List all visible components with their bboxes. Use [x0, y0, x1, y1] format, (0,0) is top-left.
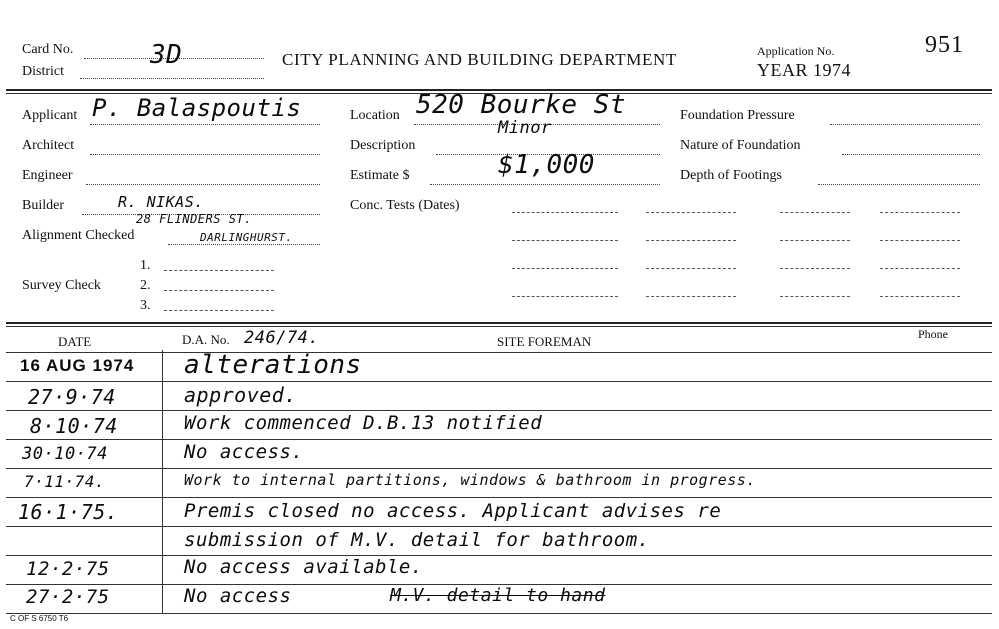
log-row-line: [6, 497, 992, 498]
conc-line-4b: [646, 296, 736, 297]
district-line: [80, 78, 264, 79]
log-row-line: [6, 468, 992, 469]
conc-line-2b: [646, 240, 736, 241]
entry-text: submission of M.V. detail for bathroom.: [184, 529, 650, 551]
entry-text: No access: [184, 585, 292, 607]
entry-date: 27·9·74: [28, 385, 116, 409]
builder-address-1: 28 FLINDERS ST.: [136, 212, 252, 226]
estimate-line: [430, 184, 660, 185]
conc-line-4d: [880, 296, 960, 297]
applicant-value: P. Balaspoutis: [92, 94, 302, 122]
alignment-line: [168, 244, 320, 245]
entry-text: No access.: [184, 441, 304, 463]
entry-text: Work commenced D.B.13 notified: [184, 412, 543, 434]
builder-address-2: DARLINGHURST.: [200, 231, 293, 244]
conc-line-3a: [512, 268, 618, 269]
location-label: Location: [350, 108, 400, 123]
engineer-label: Engineer: [22, 168, 73, 183]
entry-text: approved.: [184, 383, 297, 407]
log-row-line: [6, 381, 992, 382]
form-code: C OF S 6750 T6: [10, 614, 69, 623]
site-foreman-header: SITE FOREMAN: [497, 334, 592, 349]
entry-text: alterations: [184, 350, 362, 380]
estimate-value: $1,000: [498, 150, 595, 180]
architect-label: Architect: [22, 138, 75, 153]
entry-date: 12·2·75: [26, 558, 110, 580]
conc-line-3d: [880, 268, 960, 269]
log-row-line: [6, 555, 992, 556]
entry-text: Premis closed no access. Applicant advises re: [184, 500, 722, 522]
log-row-line: [6, 439, 992, 440]
date-column-header: DATE: [58, 334, 92, 349]
survey-line-2: [164, 290, 274, 291]
conc-tests-label: Conc. Tests (Dates): [350, 198, 460, 213]
entry-date: 27·2·75: [26, 586, 110, 608]
alignment-label: Alignment Checked: [22, 228, 135, 243]
card-no-value: 3D: [150, 40, 183, 70]
conc-line-2d: [880, 240, 960, 241]
conc-line-3c: [780, 268, 850, 269]
log-divider-top-thin: [6, 326, 992, 327]
year-label: YEAR 1974: [757, 60, 851, 80]
description-value: Minor: [498, 118, 552, 138]
log-column-divider: [162, 350, 163, 614]
da-value: 246/74.: [244, 328, 320, 348]
description-label: Description: [350, 138, 416, 153]
application-no-label: Application No.: [757, 44, 835, 58]
architect-line: [90, 154, 320, 155]
application-number: 951: [925, 32, 964, 58]
applicant-label: Applicant: [22, 108, 78, 123]
conc-line-3b: [646, 268, 736, 269]
log-divider-top: [6, 322, 992, 324]
conc-line-4a: [512, 296, 618, 297]
builder-value: R. NIKAS.: [118, 193, 204, 211]
conc-line-1b: [646, 212, 736, 213]
nature-label: Nature of Foundation: [680, 138, 801, 153]
survey-label: Survey Check: [22, 278, 101, 293]
foundation-pressure-line: [830, 124, 980, 125]
log-row-line: [6, 410, 992, 411]
depth-line: [818, 184, 980, 185]
entry-text: Work to internal partitions, windows & bathroom in progress.: [184, 471, 756, 489]
nature-line: [842, 154, 980, 155]
da-label: D.A. No.: [182, 332, 230, 347]
survey-item-2: 2.: [140, 278, 151, 293]
log-row-line: [6, 352, 992, 353]
applicant-line: [90, 124, 320, 125]
location-value: 520 Bourke St: [416, 90, 626, 120]
district-label: District: [22, 64, 64, 79]
conc-line-1d: [880, 212, 960, 213]
log-row-line: [6, 526, 992, 527]
conc-line-2a: [512, 240, 618, 241]
builder-label: Builder: [22, 198, 64, 213]
log-row-line: [6, 613, 992, 614]
entry-date: 16·1·75.: [18, 500, 119, 524]
depth-label: Depth of Footings: [680, 168, 782, 183]
survey-item-1: 1.: [140, 258, 151, 273]
entry-date: 30·10·74: [22, 444, 108, 464]
survey-line-1: [164, 270, 274, 271]
phone-header: Phone: [918, 327, 948, 341]
entry-date: 7·11·74.: [24, 472, 106, 491]
conc-line-1c: [780, 212, 850, 213]
entry-date: 16 AUG 1974: [20, 356, 135, 375]
entry-text: No access available.: [184, 556, 423, 578]
struck-text: M.V. detail to hand: [390, 585, 606, 606]
survey-line-3: [164, 310, 274, 311]
conc-line-2c: [780, 240, 850, 241]
entry-date: 8·10·74: [30, 414, 118, 438]
conc-line-4c: [780, 296, 850, 297]
foundation-pressure-label: Foundation Pressure: [680, 108, 795, 123]
conc-line-1a: [512, 212, 618, 213]
engineer-line: [86, 184, 320, 185]
estimate-label: Estimate $: [350, 168, 410, 183]
survey-item-3: 3.: [140, 298, 151, 313]
card-no-label: Card No.: [22, 42, 74, 57]
department-title: CITY PLANNING AND BUILDING DEPARTMENT: [282, 50, 677, 69]
